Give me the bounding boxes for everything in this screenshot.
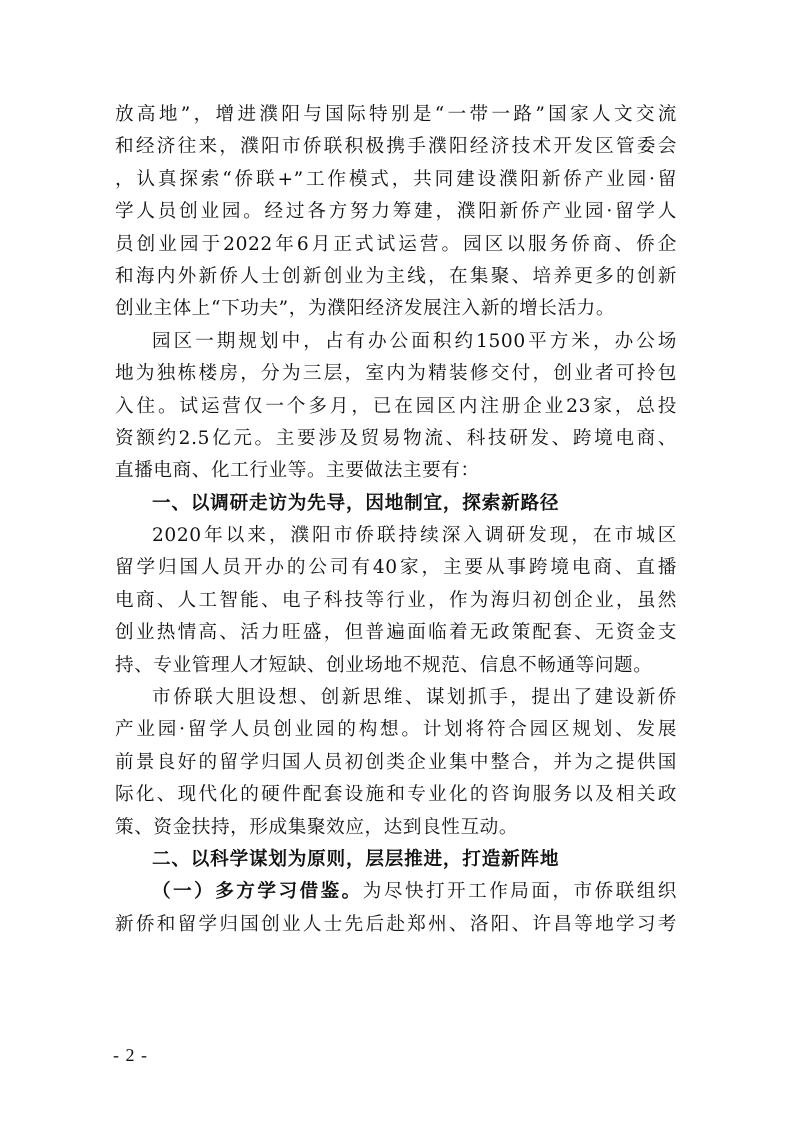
text-line: 入住。试运营仅一个多月，已在园区内注册企业23家，总投	[115, 395, 677, 417]
text-line: 留学归国人员开办的公司有40家，主要从事跨境电商、直播	[115, 557, 677, 579]
page-number: - 2 -	[113, 1045, 148, 1065]
text-line: ，认真探索“侨联+”工作模式，共同建设濮阳新侨产业园·留	[115, 168, 677, 190]
text-line: 放高地”，增进濮阳与国际特别是“一带一路”国家人文交流	[115, 104, 677, 125]
document-body	[115, 99, 677, 941]
text-line: 资额约2.5亿元。主要涉及贸易物流、科技研发、跨境电商、	[115, 427, 677, 449]
text-line: 持、专业管理人才短缺、创业场地不规范、信息不畅通等问题。	[115, 654, 653, 676]
subsection-lead: （一）多方学习借鉴。	[152, 881, 363, 903]
text-run: 为尽快打开工作局面，市侨联组织	[362, 881, 677, 903]
text-line	[115, 876, 677, 908]
text-line: 策、资金扶持，形成集聚效应，达到良性互动。	[115, 816, 519, 838]
text-line: 园区一期规划中，占有办公面积约1500平方米，办公场	[152, 330, 677, 352]
text-line: 创业主体上“下功夫”，为濮阳经济发展注入新的增长活力。	[115, 298, 616, 320]
section-heading-1: 一、以调研走访为先导，因地制宜，探索新路径	[152, 492, 560, 514]
text-line: 前景良好的留学归国人员初创类企业集中整合，并为之提供国	[115, 751, 677, 773]
text-line: 2020年以来，濮阳市侨联持续深入调研发现，在市城区	[152, 525, 677, 547]
paragraph-3	[115, 520, 677, 682]
paragraph-2	[115, 326, 677, 488]
paragraph-5	[115, 876, 677, 941]
text-line: 学人员创业园。经过各方努力筹建，濮阳新侨产业园·留学人	[115, 201, 677, 223]
text-line: 电商、人工智能、电子科技等行业，作为海归初创企业，虽然	[115, 589, 677, 611]
text-line: 和海内外新侨人士创新创业为主线，在集聚、培养更多的创新	[115, 265, 677, 287]
paragraph-1	[115, 99, 677, 326]
paragraph-4	[115, 682, 677, 844]
text-line: 员创业园于2022年6月正式试运营。园区以服务侨商、侨企	[115, 233, 677, 255]
text-line: 创业热情高、活力旺盛，但普遍面临着无政策配套、无资金支	[115, 622, 677, 644]
text-line: 产业园·留学人员创业园的构想。计划将符合园区规划、发展	[115, 719, 677, 741]
text-line: 直播电商、化工行业等。主要做法主要有：	[115, 460, 480, 482]
text-line: 新侨和留学归国创业人士先后赴郑州、洛阳、许昌等地学习考	[115, 913, 677, 935]
text-line: 和经济往来，濮阳市侨联积极携手濮阳经济技术开发区管委会	[115, 136, 677, 158]
text-line: 地为独栋楼房，分为三层，室内为精装修交付，创业者可拎包	[115, 363, 677, 385]
text-line: 际化、现代化的硬件配套设施和专业化的咨询服务以及相关政	[115, 784, 677, 806]
section-heading-2: 二、以科学谋划为原则，层层推进，打造新阵地	[152, 848, 560, 870]
text-line: 市侨联大胆设想、创新思维、谋划抓手，提出了建设新侨	[152, 687, 677, 709]
